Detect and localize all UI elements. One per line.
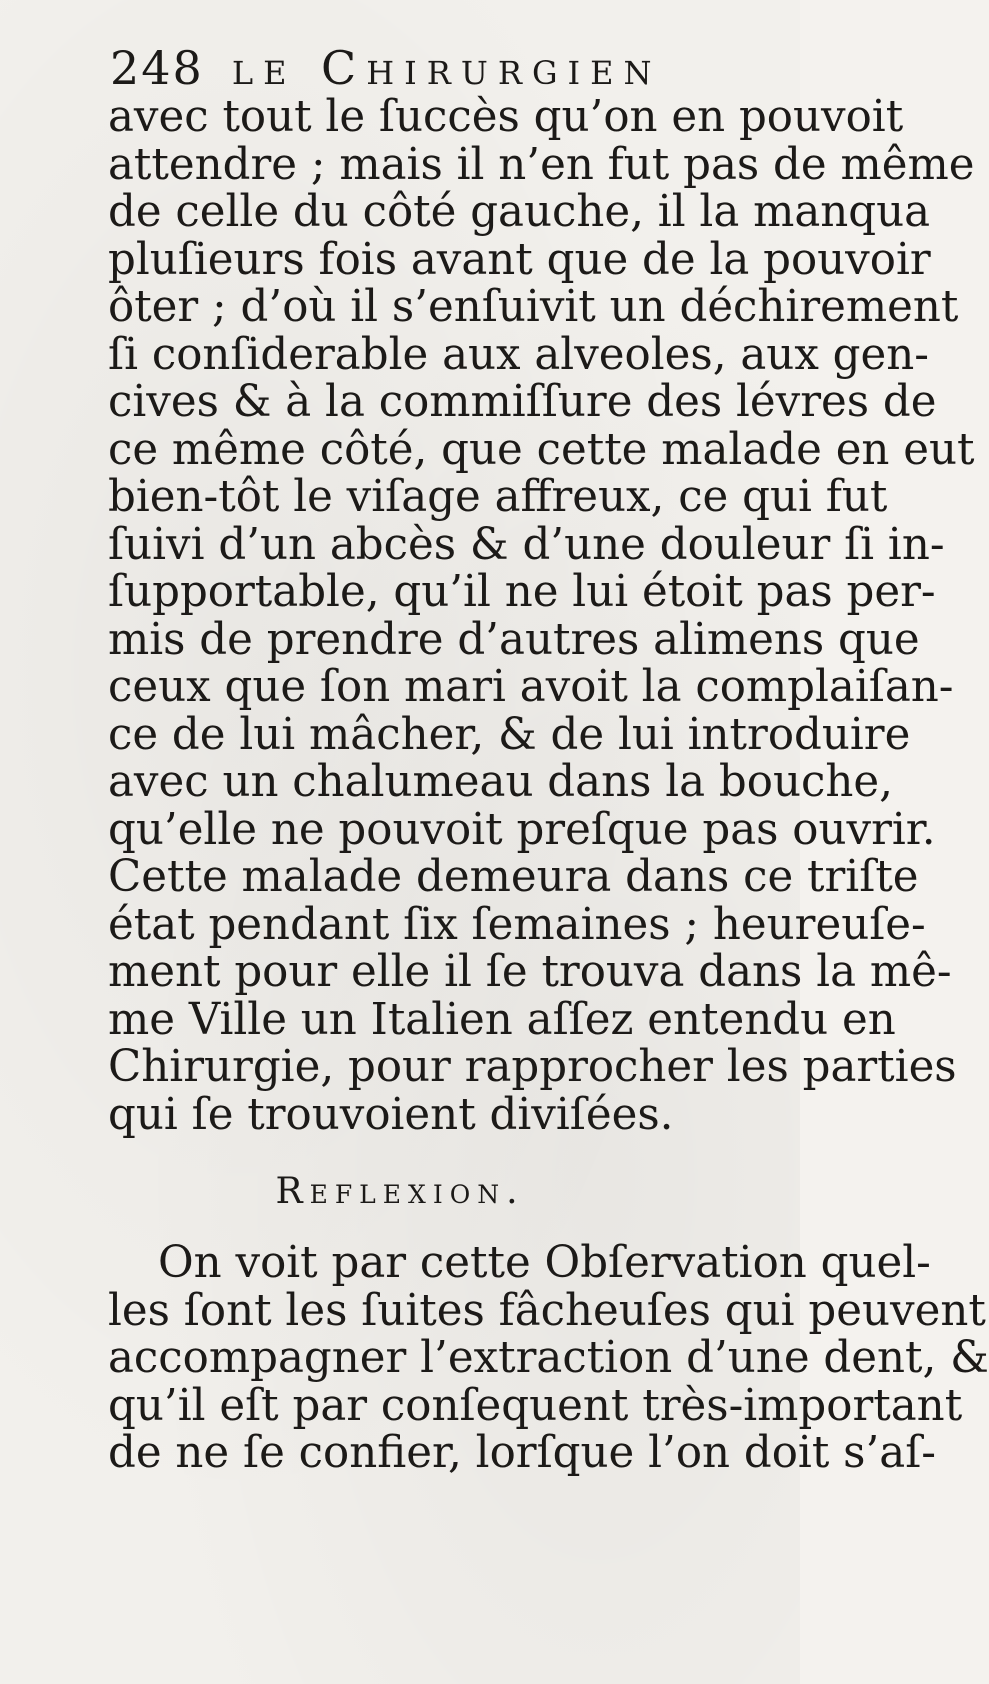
text-line: avec tout le ſuccès qu’on en pouvoit [108,92,904,142]
text-line: de celle du côté gauche, il la manqua [108,187,931,237]
section-title: Reflexion. [275,1171,525,1212]
text-line: ſuivi d’un abcès & d’une douleur ſi in- [108,519,945,570]
text-line: cives & à la commiſſure des lévres de [108,377,937,427]
text-line: pluſieurs fois avant que de la pouvoir [108,234,931,285]
text-line: de ne ſe confier, lorſque l’on doit s’aſ- [108,1428,937,1478]
running-title: le Chirurgien [231,41,662,95]
text-line: Chirurgie, pour rapprocher les parties [108,1042,957,1092]
text-line: accompagner l’extraction d’une dent, & [108,1333,989,1383]
page-number: 248 [110,41,204,95]
text-line: qu’il eſt par conſequent très-important [108,1380,963,1431]
text-line: ment pour elle il ſe trouva dans la mê- [108,947,952,997]
text-line: ce même côté, que cette malade en eut [108,424,975,475]
text-line: ôter ; d’où il s’enſuivit un déchirement [108,282,959,332]
section-body [108,1238,989,1478]
text-line: ſupportable, qu’il ne lui étoit pas per- [108,567,936,617]
text-line: qu’elle ne pouvoit preſque pas ouvrir. [108,804,936,855]
page-header [110,38,750,98]
body-text [108,92,975,1140]
text-line: ceux que ſon mari avoit la complaiſan- [108,662,954,712]
text-line: avec un chalumeau dans la bouche, [108,757,893,807]
text-line: mis de prendre d’autres alimens que [108,614,920,665]
text-line: ſi conſiderable aux alveoles, aux gen- [108,329,929,380]
text-line: On voit par cette Obſervation quel- [158,1238,931,1288]
text-line: ce de lui mâcher, & de lui introduire [108,709,911,760]
text-line: attendre ; mais il n’en fut pas de même [108,139,975,190]
text-line: me Ville un Italien aſſez entendu en [108,994,896,1045]
text-line: Cette malade demeura dans ce triſte [108,852,919,902]
text-line: état pendant ſix ſemaines ; heureuſe- [108,899,926,950]
text-line: bien-tôt le viſage affreux, ce qui fut [108,472,888,522]
text-line: qui ſe trouvoient diviſées. [108,1089,674,1140]
text-line: les ſont les ſuites fâcheuſes qui peuvent [108,1285,986,1336]
